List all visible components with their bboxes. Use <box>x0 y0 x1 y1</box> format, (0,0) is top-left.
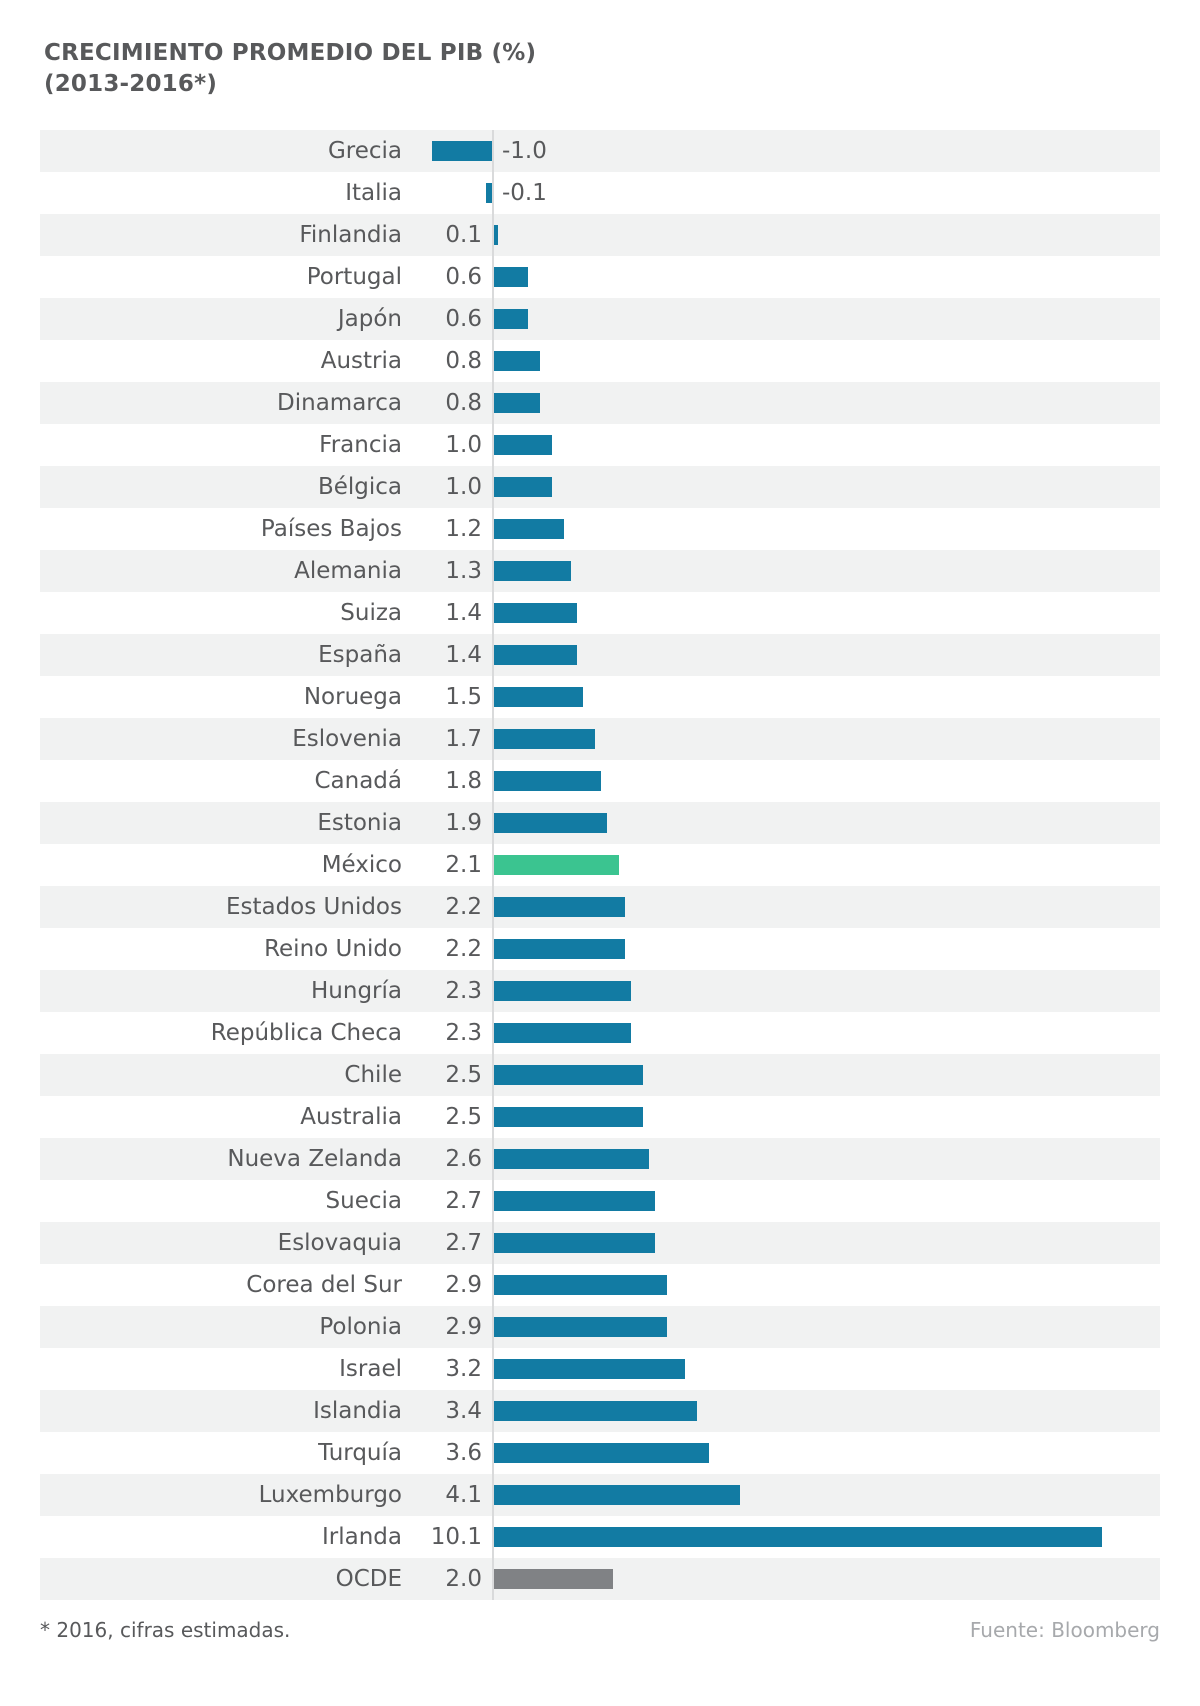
bar-zone <box>492 550 1160 592</box>
bar-chart <box>40 130 1160 1600</box>
bar-zone <box>492 634 1160 676</box>
bar <box>492 1023 631 1043</box>
category-label: Canadá <box>314 768 402 795</box>
bar <box>492 687 583 707</box>
category-label: Alemania <box>294 558 402 585</box>
bar <box>492 1359 685 1379</box>
chart-row <box>40 1432 1160 1474</box>
category-label: Islandia <box>313 1398 402 1425</box>
value-label: 2.7 <box>445 1230 482 1257</box>
bar-zone <box>492 802 1160 844</box>
chart-row <box>40 760 1160 802</box>
category-label: Israel <box>339 1356 402 1383</box>
chart-row <box>40 172 1160 214</box>
value-label: 2.3 <box>445 1020 482 1047</box>
category-label: Japón <box>337 306 402 333</box>
bar-zone <box>492 1096 1160 1138</box>
bar-zone <box>492 1054 1160 1096</box>
value-label: 2.9 <box>445 1314 482 1341</box>
chart-row <box>40 592 1160 634</box>
bar <box>492 561 571 581</box>
chart-row <box>40 1516 1160 1558</box>
bar-zone <box>492 592 1160 634</box>
value-label: 1.3 <box>445 558 482 585</box>
value-label: 1.4 <box>445 642 482 669</box>
bar-zone <box>492 718 1160 760</box>
footnote: * 2016, cifras estimadas. <box>40 1618 291 1643</box>
chart-row <box>40 214 1160 256</box>
value-label: 2.3 <box>445 978 482 1005</box>
value-label: 1.8 <box>445 768 482 795</box>
bar <box>492 1275 667 1295</box>
chart-row <box>40 382 1160 424</box>
value-label: 2.0 <box>445 1566 482 1593</box>
value-label: 3.2 <box>445 1356 482 1383</box>
chart-row <box>40 1222 1160 1264</box>
chart-row <box>40 970 1160 1012</box>
bar-zone <box>492 1180 1160 1222</box>
bar-zone <box>492 508 1160 550</box>
value-label: 1.4 <box>445 600 482 627</box>
bar-zone <box>492 1306 1160 1348</box>
category-label: Noruega <box>303 684 402 711</box>
bar <box>492 813 607 833</box>
chart-row <box>40 1012 1160 1054</box>
chart-row <box>40 1054 1160 1096</box>
value-label: 1.2 <box>445 516 482 543</box>
bar-zone <box>492 1138 1160 1180</box>
chart-row <box>40 1474 1160 1516</box>
bar-zone <box>492 424 1160 466</box>
category-label: España <box>318 642 402 669</box>
value-label: 2.5 <box>445 1062 482 1089</box>
value-label: 1.0 <box>445 474 482 501</box>
chart-row <box>40 130 1160 172</box>
bar <box>492 435 552 455</box>
bar <box>492 1569 613 1589</box>
category-label: Nueva Zelanda <box>227 1146 402 1173</box>
chart-row <box>40 424 1160 466</box>
category-label: Suecia <box>325 1188 402 1215</box>
bar <box>492 477 552 497</box>
chart-row <box>40 844 1160 886</box>
bar <box>492 855 619 875</box>
value-label: 0.6 <box>445 264 482 291</box>
bar-zone <box>492 214 1160 256</box>
chart-row <box>40 466 1160 508</box>
bar <box>492 729 595 749</box>
bar-zone <box>492 760 1160 802</box>
bar-zone <box>492 1474 1160 1516</box>
category-label: Países Bajos <box>260 516 402 543</box>
chart-row <box>40 298 1160 340</box>
bar <box>492 1191 655 1211</box>
chart-row <box>40 1348 1160 1390</box>
bar <box>492 1065 643 1085</box>
chart-row <box>40 256 1160 298</box>
category-label: Eslovaquia <box>277 1230 402 1257</box>
bar <box>492 1485 740 1505</box>
value-label: 0.1 <box>445 222 482 249</box>
chart-row <box>40 1180 1160 1222</box>
value-label: 3.4 <box>445 1398 482 1425</box>
bar-zone <box>492 844 1160 886</box>
value-label: 0.8 <box>445 390 482 417</box>
bar-zone <box>492 382 1160 424</box>
bar <box>492 309 528 329</box>
category-label: Eslovenia <box>292 726 402 753</box>
category-label: Italia <box>345 180 402 207</box>
bar-zone <box>492 676 1160 718</box>
bar-zone <box>492 1558 1160 1600</box>
category-label: Hungría <box>311 978 402 1005</box>
bar-zone <box>492 1432 1160 1474</box>
bar <box>492 645 577 665</box>
category-label: Corea del Sur <box>246 1272 402 1299</box>
chart-row <box>40 1264 1160 1306</box>
value-label: 0.6 <box>445 306 482 333</box>
chart-row <box>40 1306 1160 1348</box>
category-label: Finlandia <box>299 222 402 249</box>
value-label: 2.2 <box>445 894 482 921</box>
bar <box>492 1443 709 1463</box>
category-label: Grecia <box>327 138 402 165</box>
chart-row <box>40 1558 1160 1600</box>
bar <box>492 981 631 1001</box>
category-label: Estonia <box>317 810 402 837</box>
negative-value-label: -1.0 <box>502 138 547 165</box>
chart-row <box>40 928 1160 970</box>
value-label: 0.8 <box>445 348 482 375</box>
chart-row <box>40 1138 1160 1180</box>
category-label: República Checa <box>210 1020 402 1047</box>
chart-footer <box>40 1618 1160 1642</box>
bar <box>492 1149 649 1169</box>
bar <box>492 351 540 371</box>
chart-row <box>40 508 1160 550</box>
value-label: 10.1 <box>430 1524 482 1551</box>
chart-row <box>40 676 1160 718</box>
chart-row <box>40 340 1160 382</box>
category-label: Turquía <box>318 1440 402 1467</box>
bar-zone <box>492 1348 1160 1390</box>
negative-value-label: -0.1 <box>502 180 547 207</box>
chart-row <box>40 718 1160 760</box>
value-label: 1.5 <box>445 684 482 711</box>
bar <box>492 1317 667 1337</box>
page-title-line1: CRECIMIENTO PROMEDIO DEL PIB (%) <box>44 40 537 66</box>
bar <box>492 1233 655 1253</box>
bar <box>492 897 625 917</box>
category-label: Estados Unidos <box>225 894 402 921</box>
bar <box>492 519 564 539</box>
category-label: Dinamarca <box>277 390 402 417</box>
value-label: 1.9 <box>445 810 482 837</box>
bar-zone <box>492 130 1160 172</box>
bar <box>492 939 625 959</box>
value-label: 4.1 <box>445 1482 482 1509</box>
bar-zone <box>492 298 1160 340</box>
source-credit: Fuente: Bloomberg <box>969 1618 1160 1643</box>
bar <box>492 603 577 623</box>
chart-row <box>40 1390 1160 1432</box>
category-label: Luxemburgo <box>258 1482 402 1509</box>
value-label: 2.6 <box>445 1146 482 1173</box>
chart-row <box>40 550 1160 592</box>
bar <box>492 771 601 791</box>
bar-zone <box>492 466 1160 508</box>
bar-zone <box>492 340 1160 382</box>
bar <box>492 1107 643 1127</box>
value-label: 2.1 <box>445 852 482 879</box>
category-label: Bélgica <box>317 474 402 501</box>
bar-zone <box>492 172 1160 214</box>
page-title-line2: (2013-2016*) <box>44 71 218 98</box>
category-label: Francia <box>319 432 402 459</box>
page-title <box>44 38 1160 100</box>
category-label: Irlanda <box>322 1524 402 1551</box>
category-label: México <box>321 852 402 879</box>
bar-zone <box>492 886 1160 928</box>
chart-row <box>40 802 1160 844</box>
value-label: 1.0 <box>445 432 482 459</box>
bar-zone <box>492 1222 1160 1264</box>
value-label: 2.5 <box>445 1104 482 1131</box>
zero-axis-line <box>492 130 494 1600</box>
bar <box>492 1527 1102 1547</box>
category-label: Polonia <box>319 1314 402 1341</box>
bar <box>492 393 540 413</box>
chart-row <box>40 634 1160 676</box>
value-label: 3.6 <box>445 1440 482 1467</box>
bar <box>492 267 528 287</box>
chart-row <box>40 886 1160 928</box>
bar <box>432 141 492 161</box>
category-label: Australia <box>300 1104 402 1131</box>
bar-zone <box>492 1264 1160 1306</box>
category-label: Austria <box>320 348 402 375</box>
bar-zone <box>492 928 1160 970</box>
bar <box>492 1401 697 1421</box>
bar-zone <box>492 256 1160 298</box>
value-label: 2.2 <box>445 936 482 963</box>
bar-zone <box>492 1516 1160 1558</box>
chart-row <box>40 1096 1160 1138</box>
bar-zone <box>492 1012 1160 1054</box>
value-label: 2.9 <box>445 1272 482 1299</box>
bar-zone <box>492 1390 1160 1432</box>
value-label: 1.7 <box>445 726 482 753</box>
category-label: Chile <box>344 1062 402 1089</box>
category-label: Portugal <box>306 264 402 291</box>
category-label: Reino Unido <box>264 936 402 963</box>
category-label: OCDE <box>335 1566 402 1593</box>
bar-zone <box>492 970 1160 1012</box>
value-label: 2.7 <box>445 1188 482 1215</box>
category-label: Suiza <box>340 600 402 627</box>
